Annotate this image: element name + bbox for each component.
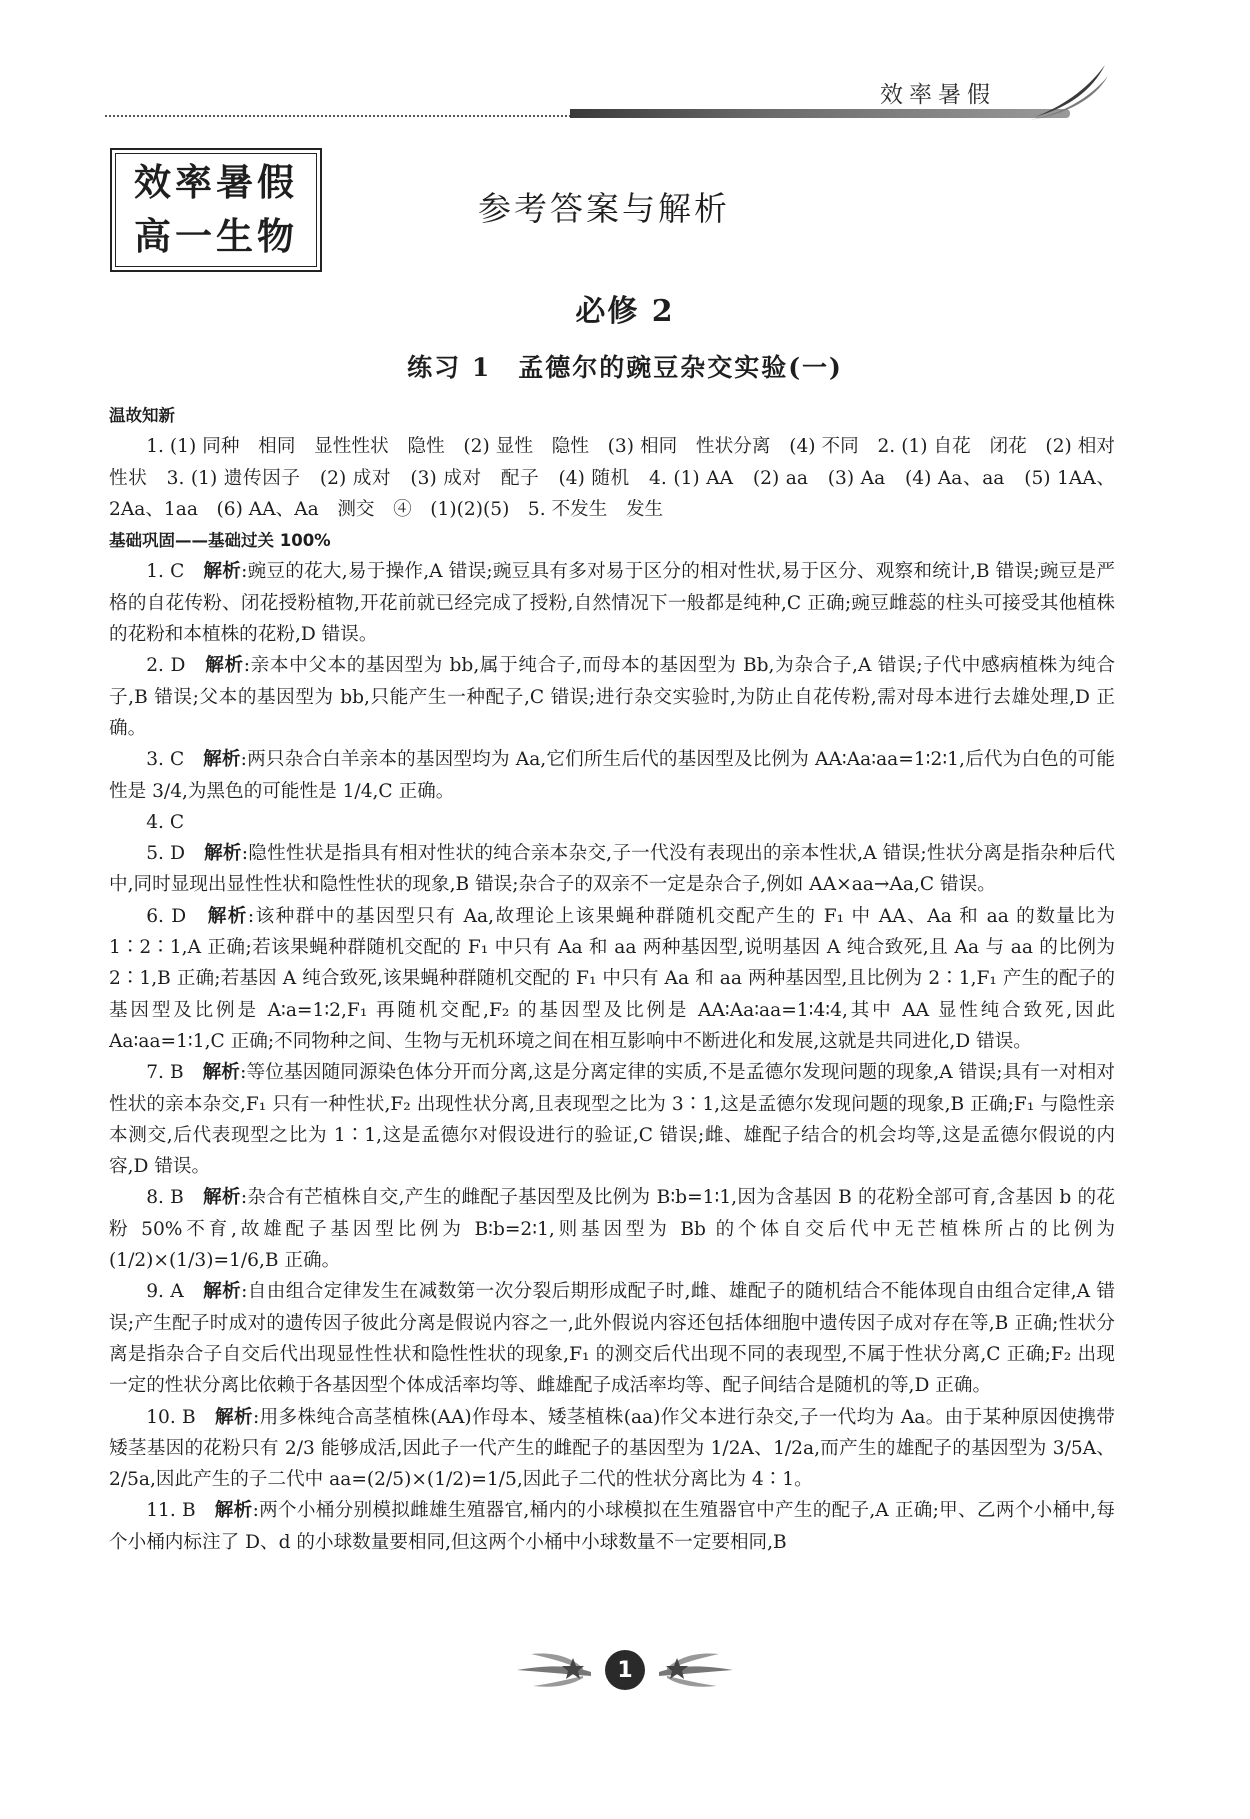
header-dotted-rule xyxy=(105,115,575,117)
book-title-line1: 效率暑假 xyxy=(134,161,298,204)
answer-item: 8. B 解析:杂合有芒植株自交,产生的雌配子基因型及比例为 B∶b=1∶1,因为含基因 B 的花粉全部可育,含基因 b 的花粉 50%不育,故雄配子基因型比例为 B∶b=2∶1,则基因型为 Bb 的个体自交后代中无芒植株所占的比例为(1/2)×(1/3)=1/6,B 正确。 xyxy=(109,1187,1115,1272)
review-answers: 1. (1) 同种 相同 显性性状 隐性 (2) 显性 隐性 (3) 相同 性状分离 (4) 不同 2. (1) 自花 闭花 (2) 相对性状 3. (1) 遗传因子 (2) 成对 (3) 成对 配子 (4) 随机 4. (1) AA (2) aa (3) Aa (4) Aa、aa (5) 1AA、2Aa、1aa (6) AA、Aa 测交 ④ (1)(2)(5) 5. 不发生 发生 xyxy=(109,436,1115,520)
book-title-line2: 高一生物 xyxy=(134,215,298,258)
star-ornament-left-icon xyxy=(513,1650,593,1690)
header-bar xyxy=(570,109,1070,118)
page-footer xyxy=(0,1650,1250,1690)
answer-content xyxy=(109,400,1115,1558)
header-title: 效率暑假 xyxy=(880,82,996,108)
exercise-title: 练习 1 孟德尔的豌豆杂交实验(一) xyxy=(407,353,843,382)
answer-item: 4. C xyxy=(146,811,185,833)
answer-item: 11. B 解析:两个小桶分别模拟雌雄生殖器官,桶内的小球模拟在生殖器官中产生的配子,A 正确;甲、乙两个小桶中,每个小桶内标注了 D、d 的小球数量要相同,但这两个小桶中小球数量不一定要相同,B xyxy=(109,1500,1115,1553)
answer-item: 6. D 解析:该种群中的基因型只有 Aa,故理论上该果蝇种群随机交配产生的 F₁ 中 AA、Aa 和 aa 的数量比为 1∶2∶1,A 正确;若该果蝇种群随机交配的 F₁ 中只有 Aa 和 aa 两种基因型,说明基因 A 纯合致死,且 Aa 与 aa 的比例为 2∶1,B 正确;若基因 A 纯合致死,该果蝇种群随机交配的 F₁ 中只有 Aa 和 aa 两种基因型,且比例为 2∶1,F₁ 产生的配子的基因型及比例是 A∶a=1∶2,F₁ 再随机交配,F₂ 的基因型及比例是 AA∶Aa∶aa=1∶4∶4,其中 AA 显性纯合致死,因此 Aa∶aa=1∶1,C 正确;不同物种之间、生物与无机环境之间在相互影响中不断进化和发展,这就是共同进化,D 错误。 xyxy=(109,905,1115,1052)
page-number: 1 xyxy=(605,1650,645,1690)
answer-item: 1. C 解析:豌豆的花大,易于操作,A 错误;豌豆具有多对易于区分的相对性状,易于区分、观察和统计,B 错误;豌豆是严格的自花传粉、闭花授粉植物,开花前就已经完成了授粉,自然情况下一般都是纯种,C 正确;豌豆雌蕊的柱头可接受其他植株的花粉和本植株的花粉,D 错误。 xyxy=(109,561,1115,646)
answer-item: 7. B 解析:等位基因随同源染色体分开而分离,这是分离定律的实质,不是孟德尔发现问题的现象,A 错误;具有一对相对性状的亲本杂交,F₁ 只有一种性状,F₂ 出现性状分离,且表现型之比为 3∶1,这是孟德尔发现问题的现象,B 正确;F₁ 与隐性亲本测交,后代表现型之比为 1∶1,这是孟德尔对假设进行的验证,C 错误;雌、雄配子结合的机会均等,这是孟德尔假说的内容,D 错误。 xyxy=(109,1062,1115,1178)
answer-item: 10. B 解析:用多株纯合高茎植株(AA)作母本、矮茎植株(aa)作父本进行杂交,子一代均为 Aa。由于某种原因使携带矮茎基因的花粉只有 2/3 能够成活,因此子一代产生的雌配子的基因型为 1/2A、1/2a,而产生的雄配子的基因型为 3/5A、2/5a,因此产生的子二代中 aa=(2/5)×(1/2)=1/5,因此子二代的性状分离比为 4∶1。 xyxy=(109,1406,1115,1491)
answer-item: 5. D 解析:隐性性状是指具有相对性状的纯合亲本杂交,子一代没有表现出的亲本性状,A 错误;性状分离是指杂种后代中,同时显现出显性性状和隐性性状的现象,B 错误;杂合子的双亲不一定是杂合子,例如 AA×aa→Aa,C 错误。 xyxy=(109,843,1115,896)
subsection-basics: 基础巩固——基础过关 100% xyxy=(109,531,331,551)
page-title: 参考答案与解析 xyxy=(478,189,730,228)
subsection-review: 温故知新 xyxy=(109,406,175,425)
section-title: 必修 2 xyxy=(575,294,675,329)
answer-item: 3. C 解析:两只杂合白羊亲本的基因型均为 Aa,它们所生后代的基因型及比例为 AA∶Aa∶aa=1∶2∶1,后代为白色的可能性是 3/4,为黑色的可能性是 1/4,C 正确。 xyxy=(109,749,1115,802)
answer-item: 9. A 解析:自由组合定律发生在减数第一次分裂后期形成配子时,雌、雄配子的随机结合不能体现自由组合定律,A 错误;产生配子时成对的遗传因子彼此分离是假说内容之一,此外假说内容还包括体细胞中遗传因子成对存在等,B 正确;性状分离是指杂合子自交后代出现显性性状和隐性性状的现象,F₁ 的测交后代出现不同的表现型,不属于性状分离,C 正确;F₂ 出现一定的性状分离比依赖于各基因型个体成活率均等、雌雄配子成活率均等、配子间结合是随机的等,D 正确。 xyxy=(109,1281,1115,1397)
answer-item: 2. D 解析:亲本中父本的基因型为 bb,属于纯合子,而母本的基因型为 Bb,为杂合子,A 错误;子代中感病植株为纯合子,B 错误;父本的基因型为 bb,只能产生一种配子,C 错误;进行杂交实验时,为防止自花传粉,需对母本进行去雄处理,D 正确。 xyxy=(109,655,1115,739)
star-ornament-right-icon xyxy=(657,1650,737,1690)
book-title-box xyxy=(110,148,322,272)
header-swoosh-decoration xyxy=(1030,62,1110,122)
